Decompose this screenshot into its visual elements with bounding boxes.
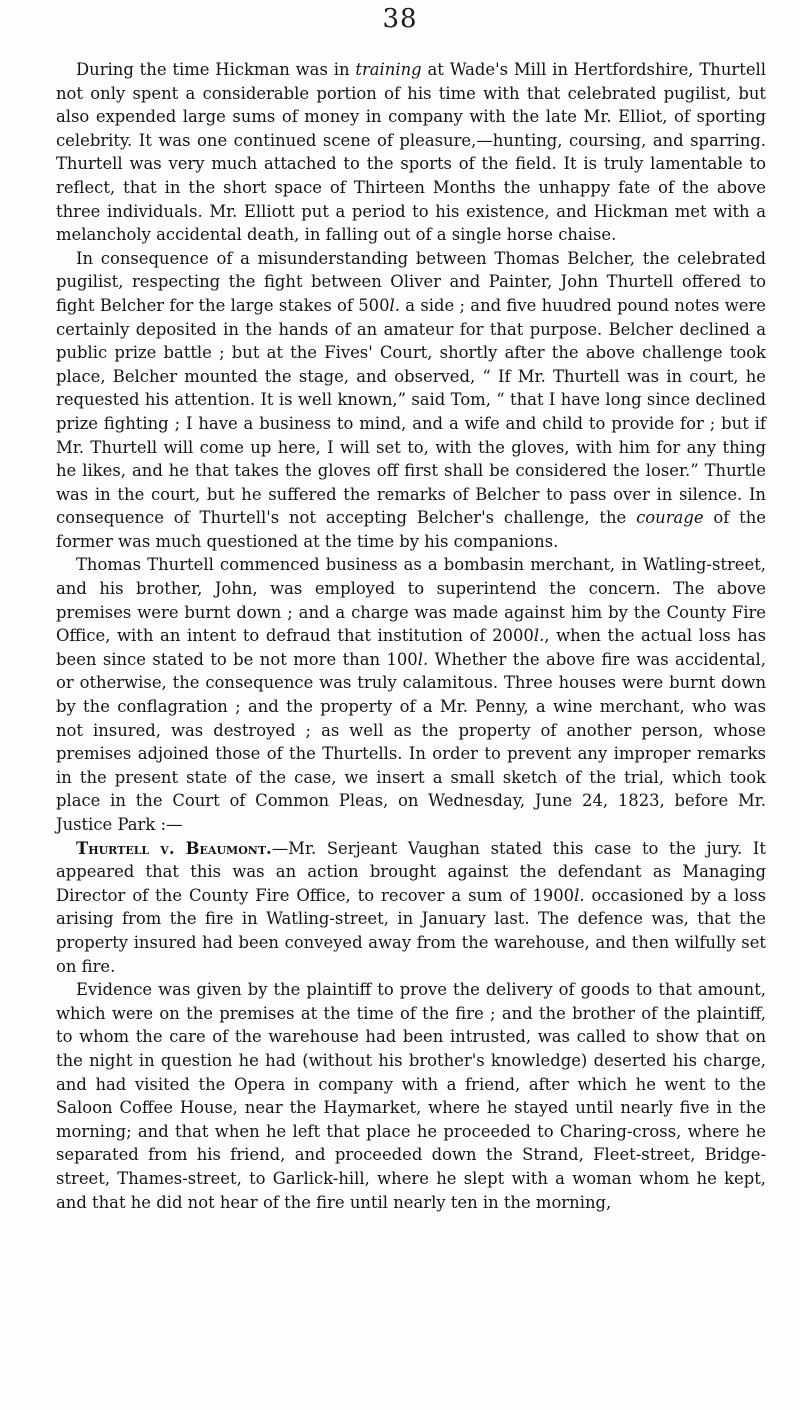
p3-text-e: Whether the above fire was accidental, or otherwise, the consequence was truly calamitous. Three houses were burnt down by the conflagration ; and the property of a Mr. Penny, a wine merchant, who was not insured, was destroyed ; as well as the property of another person, whose premises adjoined those of the Thurtells. In order to prevent any improper remarks in the present state of the case, we insert a small sketch of the trial, which took place in the Court of Common Pleas, on Wednesday, June 24, 1823, before Mr. Justice Park :—	[56, 649, 766, 834]
p2-text-c: a side ; and five huudred pound notes were certainly deposited in the hands of an amateur for that purpose. Belcher declined a public prize battle ; but at the Fives' Court, shortly after the above challenge took place, Belcher mounted the stage, and observed, “ If Mr. Thurtell was in court, he requested his attention. It is well known,” said Tom, “ that I have long since declined prize fighting ; I have a business to mind, and a wife and child to provide for ; but if Mr. Thurtell will come up here, I will set to, with the gloves, with him for any thing he likes, and he that takes the gloves off first shall be considered the loser.”	[56, 295, 766, 481]
paragraph-5	[56, 978, 766, 1214]
p2-italic-courage: courage	[636, 508, 704, 528]
paragraph-1	[56, 58, 766, 247]
paragraph-4	[56, 837, 766, 979]
paragraph-3	[56, 553, 766, 836]
p1-text-c: at Wade's Mill in Hertfordshire, Thurtell not only spent a considerable portion of his time with that celebrated pugilist, but also expended large sums of money in company with the late Mr. Elliot, of sporting celebrity. It was one continued scene of pleasure,—hunting, coursing, and sparring. Thurtell was very much attached to the sports of the field. It is truly lamentable to reflect, that in the short space of Thirteen Months the unhappy fate of the above three individuals. Mr. Elliott put a period to his existence, and Hickman met with a melancholy accidental death, in falling out of a single horse chaise.	[56, 60, 766, 245]
p4-text-d: occasioned by a loss arising from the fire in Watling-street, in January last. The defence was, that the property insured had been conveyed away from the warehouse, and then wilfully set on fire.	[56, 885, 766, 976]
p4-italic-l: l.	[574, 885, 585, 905]
page-number: 38	[382, 4, 418, 34]
p3-text-a: Thomas Thurtell commenced business as a bombasin merchant, in Watling-street, and his brother, John, was employed to superintend the concern. The above premises were burnt down ; and a charge was made against him by the County Fire Office, with an intent to defraud that institution of 2000	[56, 555, 766, 646]
p3-text-c: , when the actual loss has been since stated to be not more than 100	[56, 626, 767, 669]
p4-text-b: —Mr. Serjeant Vaughan stated this case to the jury. It appeared that this was an action brought against the defendant as Managing Director of the County Fire Office, to recover a sum of 1900	[56, 838, 766, 905]
p1-italic-training: training	[355, 60, 422, 79]
p2-text-f: of the former was much questioned at the time by his companions.	[56, 508, 766, 551]
p2-italic-l: l.	[389, 295, 400, 315]
p3-italic-l-1: l.	[533, 626, 545, 646]
case-title: Thurtell v. Beaumont.	[76, 838, 272, 858]
body-text	[56, 58, 766, 1214]
p3-italic-l-2: l.	[417, 649, 429, 669]
p1-text-a: During the time Hickman was in	[76, 60, 356, 79]
p2-text-a: In consequence of a misunderstanding between Thomas Belcher, the celebrated pugilist, respecting the fight between Oliver and Painter, John Thurtell offered to fight Belcher for the large stakes of 500	[56, 248, 766, 315]
paragraph-2	[56, 247, 766, 554]
p5-text-a: Evidence was given by the plaintiff to prove the delivery of goods to that amount, which were on the premises at the time of the fire ; and the brother of the plaintiff, to whom the care of the warehouse had been intrusted, was called to show that on the night in question he had (without his brother's knowledge) deserted his charge, and had visited the Opera in company with a friend, after which he went to the Saloon Coffee House, near the Haymarket, where he stayed until nearly five in the morning; and that when he left that place he proceeded to Charing-cross, where he separated from his friend, and proceeded down the Strand, Fleet-street, Bridge-street, Thames-street, to Garlick-hill, where he slept with a woman whom he kept, and that he did not hear of the fire until nearly ten in the morning,	[56, 980, 766, 1212]
p2-text-d: Thurtle was in the court, but he suffered the remarks of Belcher to pass over in silence. In consequence of Thurtell's not accepting Belcher's challenge, the	[56, 461, 766, 528]
